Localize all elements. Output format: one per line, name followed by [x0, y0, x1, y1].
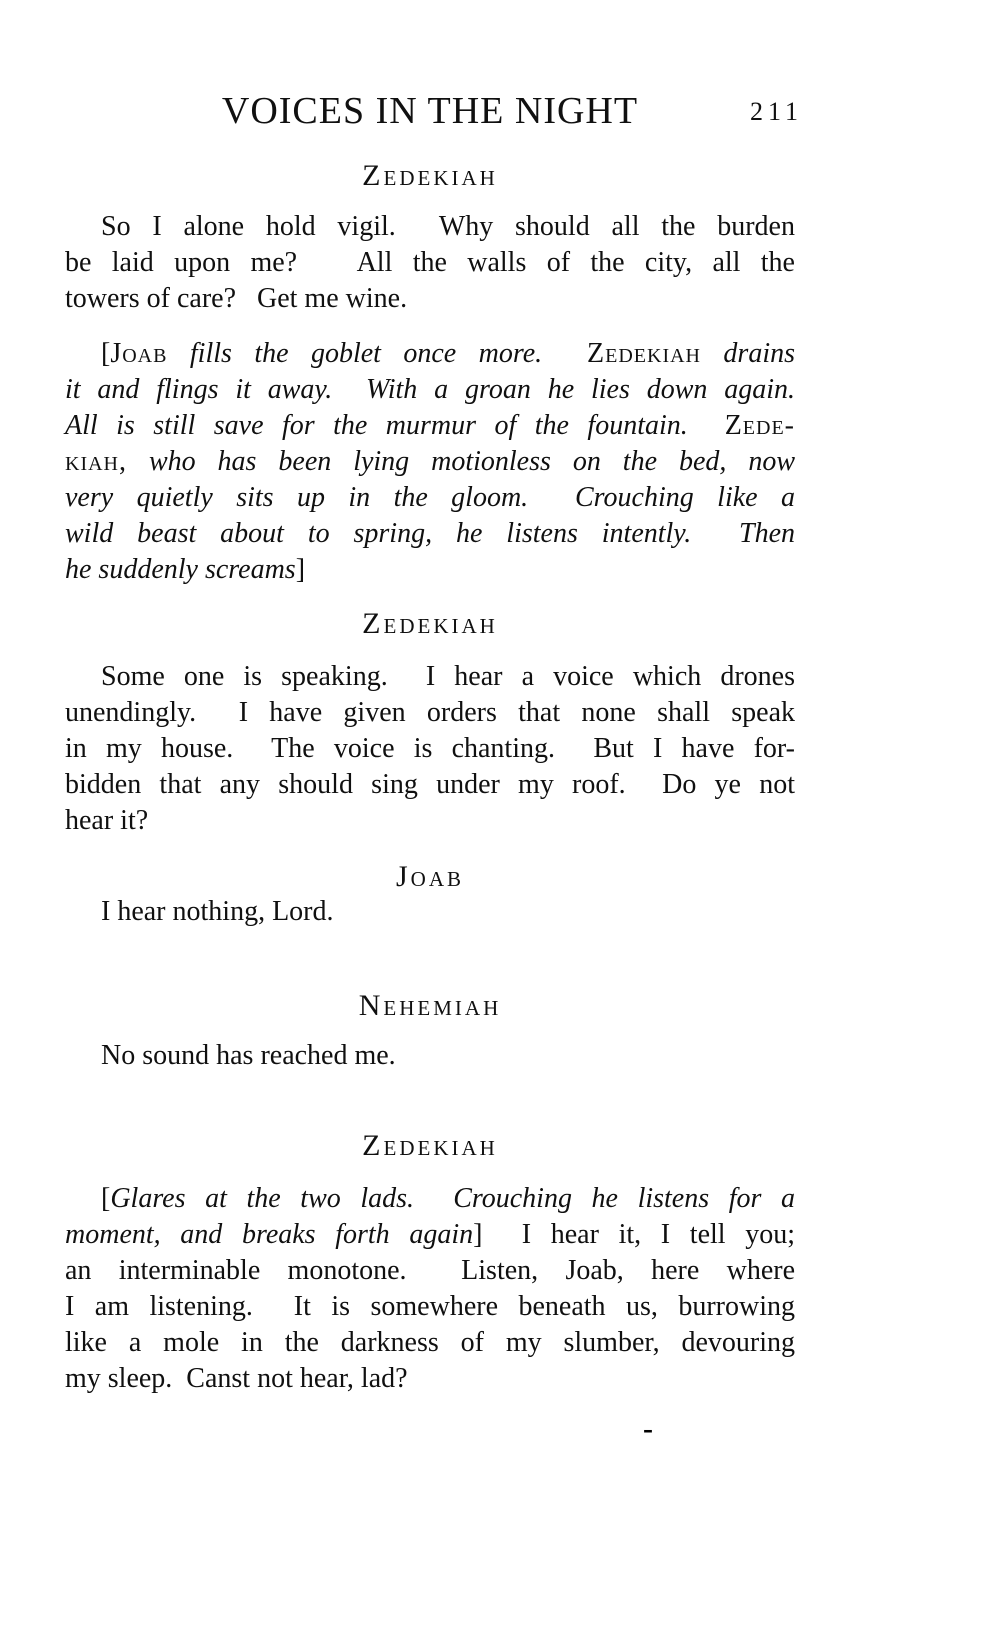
stage-direction-line: very quietly sits up in the gloom. Crouching like a [65, 482, 795, 513]
page-title: VOICES IN THE NIGHT [221, 90, 639, 132]
dialogue-line: So I alone hold vigil. Why should all the burden [101, 211, 795, 242]
character-name-zedekiah: Zedekiah [587, 338, 701, 369]
speaker-heading-nehemiah: Nehemiah [358, 989, 502, 1022]
stage-direction-line [65, 444, 795, 480]
stage-text: All is still save for the murmur of the fountain. [65, 410, 725, 441]
stage-text: fills the goblet once more. [167, 338, 588, 369]
dialogue-line: towers of care? Get me wine. [65, 283, 408, 314]
dialogue-line: in my house. The voice is chanting. But I have for- [65, 733, 795, 764]
speech-zedekiah-1 [65, 209, 795, 317]
dialogue-line: hear it? [65, 805, 149, 836]
dialogue-line: unendingly. I have given orders that none shall speak [65, 697, 795, 728]
bracket-close: ] [473, 1219, 483, 1250]
speaker-heading-zedekiah: Zedekiah [362, 1129, 498, 1162]
speaker-heading-zedekiah: Zedekiah [362, 159, 498, 192]
bracket-close: ] [295, 554, 306, 585]
speaker-heading-zedekiah: Zedekiah [362, 607, 498, 640]
ink-speck: - [643, 1412, 653, 1445]
dialogue-line: my sleep. Canst not hear, lad? [65, 1363, 408, 1394]
page-number: 211 [749, 97, 803, 126]
stage-text: he suddenly screams [65, 554, 296, 585]
stage-direction-line [65, 408, 795, 444]
stage-direction-line: wild beast about to spring, he listens intently. Then [65, 518, 795, 549]
stage-text: drains [701, 338, 795, 369]
bracket-open: [ [101, 1183, 111, 1214]
dialogue-line: Some one is speaking. I hear a voice which drones [101, 661, 795, 692]
dialogue-line: be laid upon me? All the walls of the city, all the [65, 247, 795, 278]
stage-direction-1 [65, 336, 795, 588]
dialogue-line: an interminable monotone. Listen, Joab, here where [65, 1255, 795, 1286]
stage-direction-line: it and flings it away. With a groan he lies down again. [65, 374, 795, 405]
speech-nehemiah [65, 1038, 795, 1074]
running-header [65, 89, 803, 133]
character-name-joab: Joab [110, 338, 168, 369]
bracket-open: [ [101, 338, 111, 369]
speech-zedekiah-3 [65, 1181, 795, 1397]
stage-direction-line [65, 336, 795, 372]
dialogue-line: I hear nothing, Lord. [101, 896, 334, 927]
stage-direction-line [65, 1217, 795, 1253]
character-name-zedekiah: Zede- [724, 410, 795, 441]
stage-text: Glares at the two lads. Crouching he listens for a [110, 1183, 795, 1214]
stage-direction-line [65, 552, 795, 588]
stage-text: moment, and breaks forth again [65, 1219, 474, 1250]
stage-direction-line [65, 1181, 795, 1217]
character-name-zedekiah: kiah, [65, 446, 127, 477]
speaker-heading-joab: Joab [395, 860, 464, 893]
dialogue-text: I hear it, I tell you; [482, 1219, 795, 1250]
dialogue-line: like a mole in the darkness of my slumber, devouring [65, 1327, 795, 1358]
dialogue-line: bidden that any should sing under my roof. Do ye not [65, 769, 795, 800]
speech-zedekiah-2 [65, 659, 795, 839]
dialogue-line: No sound has reached me. [101, 1040, 396, 1071]
dialogue-line: I am listening. It is somewhere beneath us, burrowing [65, 1291, 795, 1322]
stage-text: who has been lying motionless on the bed, now [127, 446, 795, 477]
speech-joab [65, 894, 795, 930]
